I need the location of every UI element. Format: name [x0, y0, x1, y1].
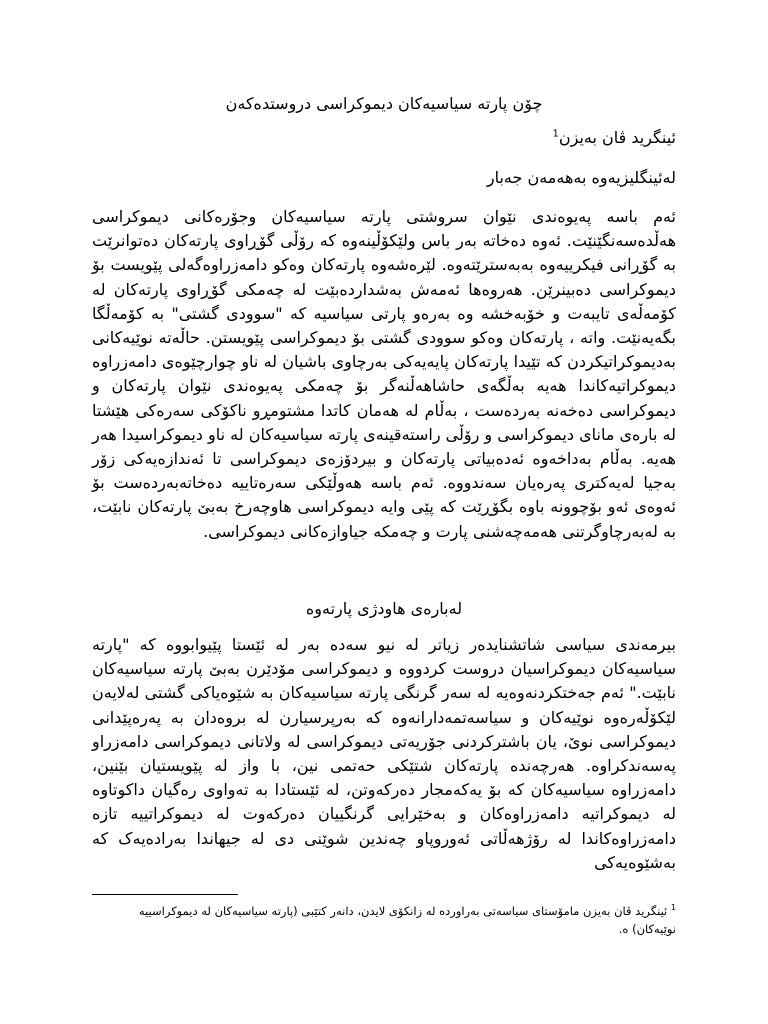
- document-title: چۆن پارتە سیاسیەکان دیموکراسی دروستدەکەن: [225, 94, 543, 113]
- translator-line: لەئینگلیزیەوە بەهەمەن جەبار: [486, 168, 676, 187]
- section-heading: لەبارەی هاودژی پارتەوە: [305, 599, 463, 618]
- author-name: ئینگرید ڤان بەیزن: [558, 128, 676, 147]
- author-line: [92, 126, 676, 150]
- footnote: [92, 902, 676, 938]
- footnote-text: ئینگرید ڤان بەیزن مامۆستای سیاسەتی بەراوردە لە زانکۆی لایدن، دانەر کتێبی (پارتە سیاسیەکان لە دیموکراسییە نوێیەکان) ە.: [138, 904, 676, 936]
- body-paragraph: بیرمەندی سیاسی شاتشنایدەر زیاتر لە نیو سەدە بەر لە ئێستا پێیوابووە کە "پارتە سیاسیەکان دیموکراسیان دروست کردووە و دیموکراسی مۆدێرن بەبێ پارتە سیاسیەکان نابێت." ئەم جەختکردنەوەیە لە سەر گرنگی پارتە سیاسیەکان بە شێوەیاکی گشتی لەلایەن لێکۆڵەرەوە نوێیەکان و سیاسەتمەدارانەوە کە بەرپرسیارن لە بروەدان بە پەرەپێدانی دیموکراسی نوێ، یان باشترکردنی جۆریەتی دیموکراسی لە ولاتانی دیموکراسی دامەزراو پەسەندکراوە. هەرچەندە پارتەکان شتێکی حەتمی نین، با واز لە پێویستیان بێنین، دامەزراوە سیاسیەکان کە بۆ یەکەمجار دەرکەوتن، لە ئێستادا بە تەواوی رەگیان داکوتاوە لە دیموکراتیە دامەزراوەکان و بەخێرایی گرنگییان دەرکەوت لە دیموکراتییە تازە دامەزراوەکاندا لە رۆژهەڵاتی ئەوروپاو چەندین شوێنی دی لە جیهاندا بەرادەیەک کە بەشێوەیەکی: [92, 635, 676, 872]
- footnote-separator: [92, 894, 238, 895]
- body-paragraph: ئەم باسە پەیوەندی نێوان سروشتی پارتە سیاسیەکان وجۆرەکانی دیموکراسی هەڵدەسەنگێنێت. ئەوە دەخاتە بەر باس ولێکۆڵینەوە کە رۆڵی گۆڕاوی پارتەکان دەتوانرێت بە گۆڕانی فیکرییەوە بەبەسترێتەوە. لێرەشەوە پارتەکان وەکو دامەزراوەگەلی پێویست بۆ دیموکراسی دەبینرێن. هەروەها ئەمەش بەشداردەبێت لە چەمکی گۆڕاوی پارتەکان لە کۆمەڵەی تایبەت و خۆبەخشە وە بەرەو پارتی سیاسیە کە "سوودی گشتی" بە کۆمەڵگا بگەیەنێت. واتە ، پارتەکان وەکو سوودی گشتی بۆ دیموکراسی پێویستن. حاڵەتە نوێیەکانی بەدیموکراتیکردن کە تێیدا پارتەکان پایەیەکی بەرچاوی باشیان لە ناو چوارچێوەی دامەزراوە دیموکراتیەکاندا هەیە بەڵگەی حاشاهەڵنەگر بۆ چەمکی پەیوەندی نێوان پارتەکان و دیموکراسی دەخەنە بەردەست ، بەڵام لە هەمان کاتدا مشتومڕو ناکۆکی سەرەکی هێشتا لە بارەی مانای دیموکراسی و رۆڵی راستەقینەی پارتە سیاسیەکان لە ناو دیموکراسیدا هەر هەیە. بەڵام بەداخەوە ئەدەبیاتی پارتەکان و بیردۆزەی دیموکراسی تا ئەندازەیەکی زۆر بەجیا لەیەکتری پەرەیان سەندووە. ئەم باسە هەوڵێکی سەرەتاییە دەخاتەبەردەست بۆ ئەوەی ئەو بۆچوونە باوە بگۆڕێت کە پێی وایە دیموکراسی هاوچەرخ بەبێ پارتەکان نابێت، بە لەبەرچاوگرتنی هەمەچەشنی پارت و چەمکە جیاوازەکانی دیموکراسی.: [92, 207, 676, 541]
- author-footnote-marker[interactable]: 1: [552, 128, 559, 140]
- footnote-marker: 1: [670, 903, 676, 913]
